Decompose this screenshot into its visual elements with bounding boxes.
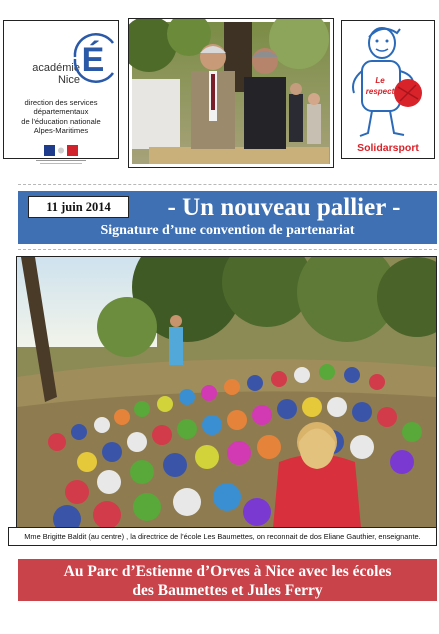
republique-francaise-flag-icon bbox=[44, 145, 78, 156]
academie-services-text bbox=[6, 98, 116, 136]
republique-motto-icon bbox=[36, 159, 86, 165]
article-subtitle: Signature d’une convention de partenariat bbox=[100, 223, 355, 238]
solidarsport-mascot-icon bbox=[342, 21, 434, 158]
academie-e-emblem-icon bbox=[67, 27, 117, 87]
academie-e-letter: É bbox=[81, 41, 105, 79]
services-line: Alpes-Maritimes bbox=[33, 126, 89, 136]
academie-nice-logo bbox=[3, 20, 119, 159]
location-line-2: des Baumettes et Jules Ferry bbox=[132, 582, 323, 599]
location-line-1: Au Parc d’Estienne d’Orves à Nice avec les écoles bbox=[63, 563, 392, 580]
signing-photo-image bbox=[129, 19, 333, 167]
children-park-photo-image bbox=[17, 257, 436, 539]
services-line: direction des services bbox=[24, 98, 98, 107]
location-banner bbox=[18, 559, 437, 601]
signing-photo bbox=[128, 18, 334, 168]
academie-label: académie bbox=[32, 62, 80, 74]
solidarsport-name: Solidarsport bbox=[357, 142, 419, 154]
article-date: 11 juin 2014 bbox=[28, 196, 129, 218]
children-park-photo bbox=[16, 256, 437, 540]
photo-caption: Mme Brigitte Baldit (au centre) , la directrice de l’école Les Baumettes, on reconnait de dos Eliane Gauthier, enseignante. bbox=[8, 527, 437, 546]
divider-middle bbox=[18, 249, 437, 250]
badge-text-le: Le bbox=[375, 76, 385, 85]
solidarsport-logo bbox=[341, 20, 435, 159]
services-line: départementaux bbox=[33, 107, 89, 117]
services-line: de l'éducation nationale bbox=[21, 116, 101, 126]
badge-text-respect: respect bbox=[365, 87, 395, 96]
academie-city: Nice bbox=[57, 74, 80, 86]
article-title: - Un nouveau pallier - bbox=[167, 194, 401, 221]
divider-top bbox=[18, 184, 437, 185]
